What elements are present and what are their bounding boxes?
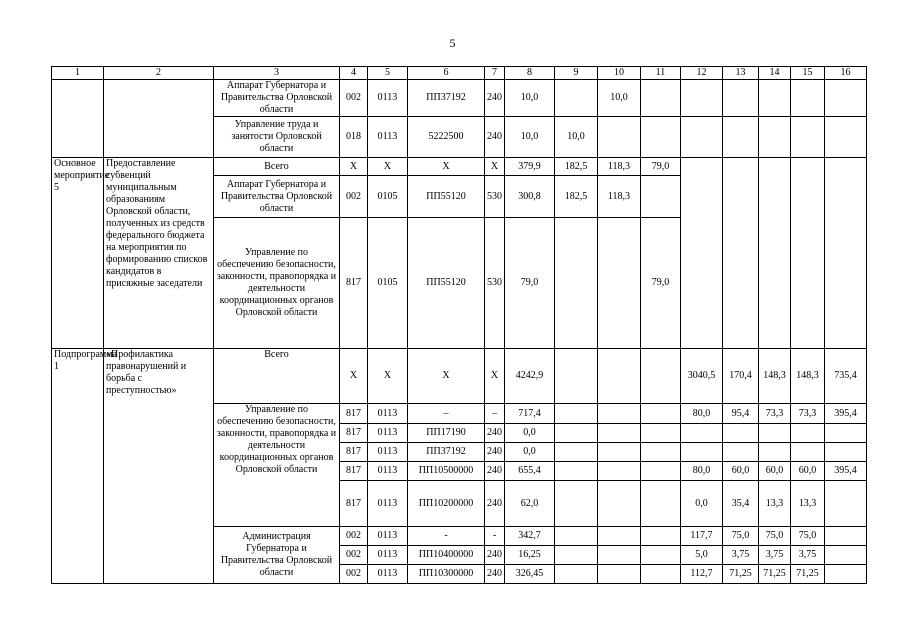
table-cell — [759, 158, 791, 349]
table-cell: 5222500 — [408, 117, 485, 158]
header-cell: 7 — [485, 67, 505, 80]
table-cell: 16,25 — [505, 546, 555, 565]
table-cell — [825, 546, 867, 565]
table-cell: 0113 — [368, 424, 408, 443]
table-cell — [641, 117, 681, 158]
table-cell: 817 — [340, 462, 368, 481]
table-cell — [681, 443, 723, 462]
table-cell: ПП55120 — [408, 218, 485, 349]
table-cell — [52, 80, 104, 158]
header-row — [52, 67, 867, 80]
table-cell: X — [368, 158, 408, 176]
table-cell: - — [485, 527, 505, 546]
table-cell — [681, 158, 723, 349]
table-cell — [641, 404, 681, 424]
table-cell — [825, 481, 867, 527]
table-cell: 240 — [485, 546, 505, 565]
table-cell — [759, 117, 791, 158]
table-cell: 73,3 — [791, 404, 825, 424]
table-cell: 60,0 — [759, 462, 791, 481]
table-cell: - — [408, 527, 485, 546]
table-cell — [598, 117, 641, 158]
table-cell — [723, 117, 759, 158]
table-cell: 240 — [485, 481, 505, 527]
table-cell: 3,75 — [723, 546, 759, 565]
table-cell — [825, 565, 867, 584]
table-cell — [641, 462, 681, 481]
table-cell — [641, 527, 681, 546]
table-cell: 10,0 — [505, 80, 555, 117]
table-cell: 817 — [340, 218, 368, 349]
table-cell — [598, 404, 641, 424]
table-cell: X — [485, 349, 505, 404]
table-cell — [641, 546, 681, 565]
table-cell: 5,0 — [681, 546, 723, 565]
subprogram-name: «Профилактика правонарушений и борьба с преступностью» — [104, 349, 214, 584]
table-cell: ПП17190 — [408, 424, 485, 443]
table-cell: 73,3 — [759, 404, 791, 424]
header-cell: 5 — [368, 67, 408, 80]
header-cell: 6 — [408, 67, 485, 80]
table-cell: 112,7 — [681, 565, 723, 584]
table-cell: 817 — [340, 404, 368, 424]
table-cell — [598, 546, 641, 565]
table-cell: 75,0 — [759, 527, 791, 546]
table-cell — [555, 218, 598, 349]
table-cell: 4242,9 — [505, 349, 555, 404]
table-cell: ПП10500000 — [408, 462, 485, 481]
table-cell: 0105 — [368, 218, 408, 349]
table-cell — [759, 443, 791, 462]
table-cell — [681, 80, 723, 117]
table-cell: 0113 — [368, 80, 408, 117]
table-cell: 240 — [485, 117, 505, 158]
table-cell: – — [408, 404, 485, 424]
table-cell: 002 — [340, 80, 368, 117]
table-cell: 817 — [340, 424, 368, 443]
table-cell: 395,4 — [825, 404, 867, 424]
table-cell: ПП10300000 — [408, 565, 485, 584]
header-cell: 15 — [791, 67, 825, 80]
table-cell: 75,0 — [791, 527, 825, 546]
responsible-executor: Аппарат Губернатора и Правительства Орловской области — [214, 80, 340, 117]
table-cell: 395,4 — [825, 462, 867, 481]
table-cell: ПП10400000 — [408, 546, 485, 565]
table-row — [52, 158, 867, 176]
table-cell: X — [485, 158, 505, 176]
table-cell — [723, 80, 759, 117]
table-cell: 71,25 — [723, 565, 759, 584]
table-cell: 0105 — [368, 176, 408, 218]
table-cell — [825, 443, 867, 462]
table-cell — [681, 117, 723, 158]
table-cell — [598, 349, 641, 404]
header-cell: 3 — [214, 67, 340, 80]
table-cell: 80,0 — [681, 404, 723, 424]
table-cell: – — [485, 404, 505, 424]
table-cell: 018 — [340, 117, 368, 158]
responsible-executor: Управление по обеспечению безопасности, законности, правопорядка и деятельности координационных органов Орловской области — [214, 404, 340, 527]
table-cell — [555, 404, 598, 424]
table-cell: 10,0 — [555, 117, 598, 158]
table-cell — [641, 565, 681, 584]
header-cell: 10 — [598, 67, 641, 80]
table-cell — [598, 218, 641, 349]
table-cell: 0,0 — [505, 424, 555, 443]
table-cell: 0113 — [368, 546, 408, 565]
header-cell: 16 — [825, 67, 867, 80]
table-cell: 13,3 — [791, 481, 825, 527]
responsible-executor: Всего — [214, 158, 340, 176]
table-cell — [641, 80, 681, 117]
table-cell — [555, 349, 598, 404]
table-cell — [825, 424, 867, 443]
table-cell: 80,0 — [681, 462, 723, 481]
table-cell — [641, 349, 681, 404]
table-cell: ПП37192 — [408, 80, 485, 117]
table-cell — [598, 527, 641, 546]
header-cell: 11 — [641, 67, 681, 80]
table-cell: 240 — [485, 443, 505, 462]
table-cell: 75,0 — [723, 527, 759, 546]
table-cell: 10,0 — [598, 80, 641, 117]
table-cell: X — [408, 158, 485, 176]
table-cell — [555, 565, 598, 584]
table-cell — [791, 424, 825, 443]
table-cell — [641, 176, 681, 218]
table-cell: 148,3 — [759, 349, 791, 404]
table-cell: X — [340, 158, 368, 176]
table-cell — [555, 527, 598, 546]
table-cell: 240 — [485, 424, 505, 443]
table-cell: 117,7 — [681, 527, 723, 546]
table-cell: 3040,5 — [681, 349, 723, 404]
event-name: Предоставление субвенций муниципальным образованиям Орловской области, полученных из средств федерального бюджета на мероприятия по формированию списков кандидатов в присяжные заседатели — [104, 158, 214, 349]
table-cell: 60,0 — [791, 462, 825, 481]
responsible-executor: Аппарат Губернатора и Правительства Орловской области — [214, 176, 340, 218]
table-cell — [555, 462, 598, 481]
table-cell: 95,4 — [723, 404, 759, 424]
table-cell: 379,9 — [505, 158, 555, 176]
table-cell — [791, 80, 825, 117]
table-cell — [555, 481, 598, 527]
table-cell: 0,0 — [505, 443, 555, 462]
table-cell — [791, 158, 825, 349]
table-cell: 0113 — [368, 404, 408, 424]
subprogram-status: Подпрограмма 1 — [52, 349, 104, 584]
table-cell — [723, 443, 759, 462]
budget-table — [51, 66, 867, 584]
responsible-executor: Администрация Губернатора и Правительства Орловской области — [214, 527, 340, 584]
table-cell: 60,0 — [723, 462, 759, 481]
table-cell — [555, 546, 598, 565]
header-cell: 13 — [723, 67, 759, 80]
table-cell: 71,25 — [759, 565, 791, 584]
table-cell — [641, 481, 681, 527]
table-cell: 002 — [340, 176, 368, 218]
table-cell: 530 — [485, 176, 505, 218]
table-cell: 0,0 — [681, 481, 723, 527]
table-cell — [598, 462, 641, 481]
table-cell: 148,3 — [791, 349, 825, 404]
table-cell: 817 — [340, 481, 368, 527]
table-cell: 79,0 — [641, 218, 681, 349]
table-cell: 0113 — [368, 462, 408, 481]
table-cell: ПП55120 — [408, 176, 485, 218]
table-cell — [791, 443, 825, 462]
responsible-executor: Управление по обеспечению безопасности, законности, правопорядка и деятельности координационных органов Орловской области — [214, 218, 340, 349]
table-cell: 71,25 — [791, 565, 825, 584]
table-cell — [723, 158, 759, 349]
table-cell: 182,5 — [555, 158, 598, 176]
table-cell: X — [368, 349, 408, 404]
table-cell — [759, 80, 791, 117]
table-cell: 240 — [485, 565, 505, 584]
table-cell: 300,8 — [505, 176, 555, 218]
table-cell — [723, 424, 759, 443]
table-row — [52, 80, 867, 117]
table-cell: 0113 — [368, 565, 408, 584]
table-cell: 0113 — [368, 481, 408, 527]
table-cell: 530 — [485, 218, 505, 349]
table-cell: 817 — [340, 443, 368, 462]
table-cell: X — [408, 349, 485, 404]
header-cell: 4 — [340, 67, 368, 80]
table-cell — [555, 80, 598, 117]
header-cell: 12 — [681, 67, 723, 80]
table-cell: 0113 — [368, 117, 408, 158]
table-cell: 342,7 — [505, 527, 555, 546]
table-cell: 326,45 — [505, 565, 555, 584]
table-cell: 10,0 — [505, 117, 555, 158]
responsible-executor: Всего — [214, 349, 340, 404]
table-cell — [555, 443, 598, 462]
table-cell: 182,5 — [555, 176, 598, 218]
table-cell: ПП10200000 — [408, 481, 485, 527]
table-cell: 118,3 — [598, 158, 641, 176]
table-cell: X — [340, 349, 368, 404]
table-cell: 002 — [340, 565, 368, 584]
table-cell — [598, 443, 641, 462]
table-cell — [825, 117, 867, 158]
table-cell — [641, 443, 681, 462]
table-cell: 118,3 — [598, 176, 641, 218]
table-cell: 13,3 — [759, 481, 791, 527]
table-cell: 79,0 — [505, 218, 555, 349]
table-cell: 0113 — [368, 527, 408, 546]
table-cell: ПП37192 — [408, 443, 485, 462]
table-cell — [825, 158, 867, 349]
table-cell: 717,4 — [505, 404, 555, 424]
table-cell: 002 — [340, 546, 368, 565]
table-cell — [825, 527, 867, 546]
header-cell: 8 — [505, 67, 555, 80]
table-cell: 3,75 — [791, 546, 825, 565]
table-cell — [681, 424, 723, 443]
table-cell: 0113 — [368, 443, 408, 462]
header-cell: 9 — [555, 67, 598, 80]
table-cell — [555, 424, 598, 443]
table-cell — [104, 80, 214, 158]
table-cell — [641, 424, 681, 443]
table-cell: 62,0 — [505, 481, 555, 527]
table-cell — [598, 565, 641, 584]
table-cell: 79,0 — [641, 158, 681, 176]
table-cell: 735,4 — [825, 349, 867, 404]
header-cell: 2 — [104, 67, 214, 80]
table-cell — [759, 424, 791, 443]
header-cell: 14 — [759, 67, 791, 80]
table-cell: 002 — [340, 527, 368, 546]
table-cell: 240 — [485, 462, 505, 481]
page-number: 5 — [449, 36, 456, 50]
table-cell: 35,4 — [723, 481, 759, 527]
table-cell — [598, 481, 641, 527]
responsible-executor: Управление труда и занятости Орловской области — [214, 117, 340, 158]
table-row — [52, 349, 867, 404]
table-cell: 655,4 — [505, 462, 555, 481]
header-cell: 1 — [52, 67, 104, 80]
table-cell — [598, 424, 641, 443]
event-status: Основное мероприятие 5 — [52, 158, 104, 349]
table-cell — [825, 80, 867, 117]
table-cell: 240 — [485, 80, 505, 117]
table-cell: 170,4 — [723, 349, 759, 404]
table-cell — [791, 117, 825, 158]
table-cell: 3,75 — [759, 546, 791, 565]
